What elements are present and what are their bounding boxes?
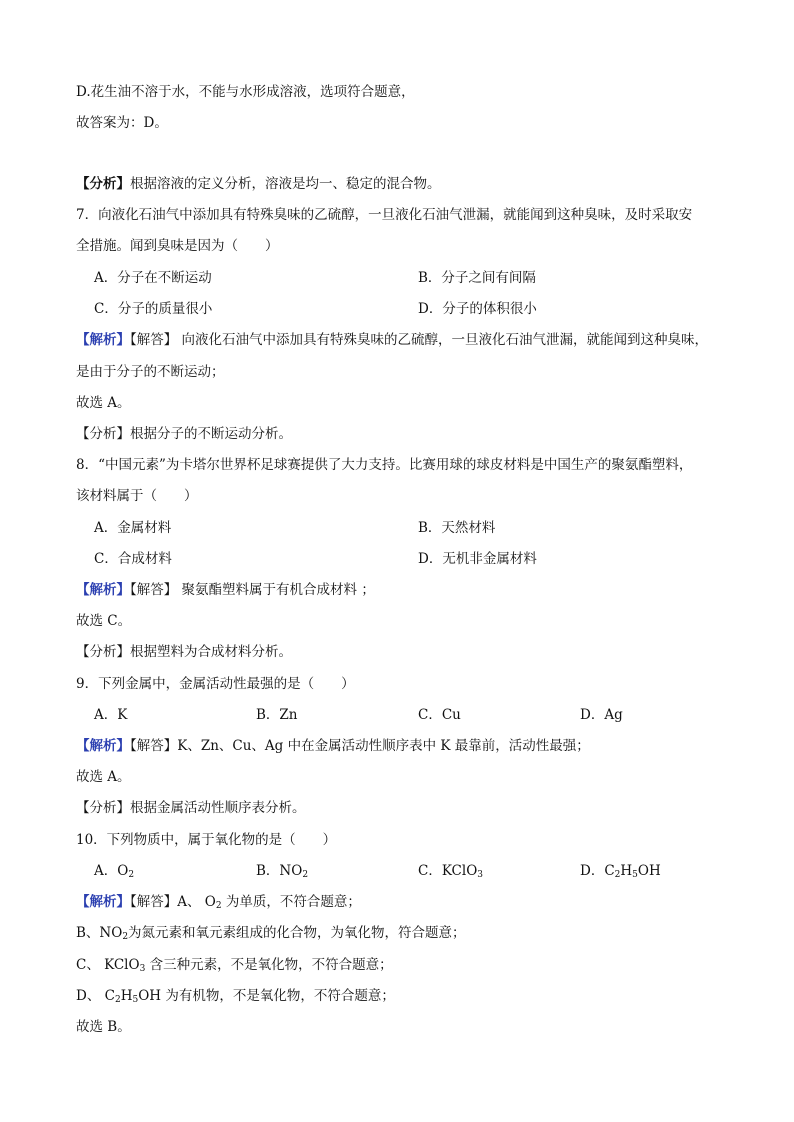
q9-option-d: D．Ag bbox=[580, 707, 623, 723]
q7-stem-line1: 7．向液化石油气中添加具有特殊臭味的乙硫醇，一旦液化石油气泄漏，就能闻到这种臭味，及时采取安 bbox=[76, 207, 693, 223]
q10-answer: 故选 B。 bbox=[76, 1019, 131, 1035]
prev-option-d-explanation: D.花生油不溶于水，不能与水形成溶液，选项符合题意， bbox=[76, 84, 415, 100]
answer-tag: 【解答】 bbox=[130, 894, 178, 910]
answer-tag: 【解答】 bbox=[130, 738, 178, 754]
analysis-tag: 【分析】 bbox=[76, 800, 130, 816]
q10-option-d: D．$C_2H_5OH$ bbox=[580, 863, 661, 880]
q10-option-b: B．$NO_2$ bbox=[256, 863, 309, 880]
q10-solution-line-a: 【解析】【解答】A、 $O_2$ 为单质，不符合题意； bbox=[76, 894, 361, 911]
answer-tag: 【解答】 bbox=[130, 332, 178, 348]
q9-option-c: C．Cu bbox=[418, 707, 461, 723]
q7-solution-line1: 【解析】【解答】 向液化石油气中添加具有特殊臭味的乙硫醇，一旦液化石油气泄漏，就能闻到这种臭味， bbox=[76, 332, 709, 348]
q10-stem-line1: 10．下列物质中，属于氧化物的是（ ） bbox=[76, 832, 337, 848]
q8-option-c: C．合成材料 bbox=[94, 551, 172, 567]
q8-solution-line1: 【解析】【解答】 聚氨酯塑料属于有机合成材料 ； bbox=[76, 582, 375, 598]
q8-analysis: 【分析】根据塑料为合成材料分析。 bbox=[76, 644, 292, 660]
q7-option-b: B．分子之间有间隔 bbox=[418, 270, 536, 286]
q10-solution-line-c: C、 KClO$_3$ 含三种元素，不是氧化物，不符合题意； bbox=[76, 957, 393, 974]
q9-stem-line1: 9．下列金属中，金属活动性最强的是（ ） bbox=[76, 676, 355, 692]
q8-option-b: B．天然材料 bbox=[418, 520, 496, 536]
q8-stem-line1: 8．“中国元素”为卡塔尔世界杯足球赛提供了大力支持。比赛用球的球皮材料是中国生产的聚氨酯塑料， bbox=[76, 457, 693, 473]
q8-option-d: D．无机非金属材料 bbox=[418, 551, 537, 567]
q9-analysis: 【分析】根据金属活动性顺序表分析。 bbox=[76, 800, 306, 816]
q9-answer: 故选 A。 bbox=[76, 769, 131, 785]
q9-solution-line1: 【解析】【解答】K、Zn、Cu、Ag 中在金属活动性顺序表中 K 最靠前，活动性最强； bbox=[76, 738, 590, 754]
q10-solution-line-d: D、 $C_2H_5OH$ 为有机物，不是氧化物，不符合题意； bbox=[76, 988, 395, 1005]
q7-analysis: 【分析】根据分子的不断运动分析。 bbox=[76, 426, 292, 442]
q7-option-d: D．分子的体积很小 bbox=[418, 301, 537, 317]
q8-answer: 故选 C。 bbox=[76, 613, 132, 629]
prev-answer: 故答案为：D。 bbox=[76, 115, 168, 131]
answer-tag: 【解答】 bbox=[130, 582, 178, 598]
solution-tag: 【解析】 bbox=[76, 894, 130, 910]
q7-stem-line2: 全措施。闻到臭味是因为（ ） bbox=[76, 238, 279, 254]
q10-option-a: A．$O_2$ bbox=[94, 863, 135, 880]
solution-tag: 【解析】 bbox=[76, 738, 130, 754]
analysis-tag: 【分析】 bbox=[76, 176, 130, 192]
q7-answer: 故选 A。 bbox=[76, 395, 131, 411]
prev-analysis: 【分析】根据溶液的定义分析，溶液是均一、稳定的混合物。 bbox=[76, 176, 441, 192]
solution-tag: 【解析】 bbox=[76, 332, 130, 348]
q7-option-c: C．分子的质量很小 bbox=[94, 301, 213, 317]
q7-option-a: A．分子在不断运动 bbox=[94, 270, 212, 286]
q7-solution-line2: 是由于分子的不断运动； bbox=[76, 364, 225, 380]
solution-tag: 【解析】 bbox=[76, 582, 130, 598]
analysis-tag: 【分析】 bbox=[76, 644, 130, 660]
q10-option-c: C．KClO$_3$ bbox=[418, 863, 484, 880]
analysis-tag: 【分析】 bbox=[76, 426, 130, 442]
q9-option-a: A．K bbox=[94, 707, 128, 723]
q10-solution-line-b: B、$NO_2$为氮元素和氧元素组成的化合物，为氧化物，符合题意； bbox=[76, 925, 466, 942]
q8-option-a: A．金属材料 bbox=[94, 520, 172, 536]
q9-option-b: B．Zn bbox=[256, 707, 298, 723]
q8-stem-line2: 该材料属于（ ） bbox=[76, 488, 198, 504]
